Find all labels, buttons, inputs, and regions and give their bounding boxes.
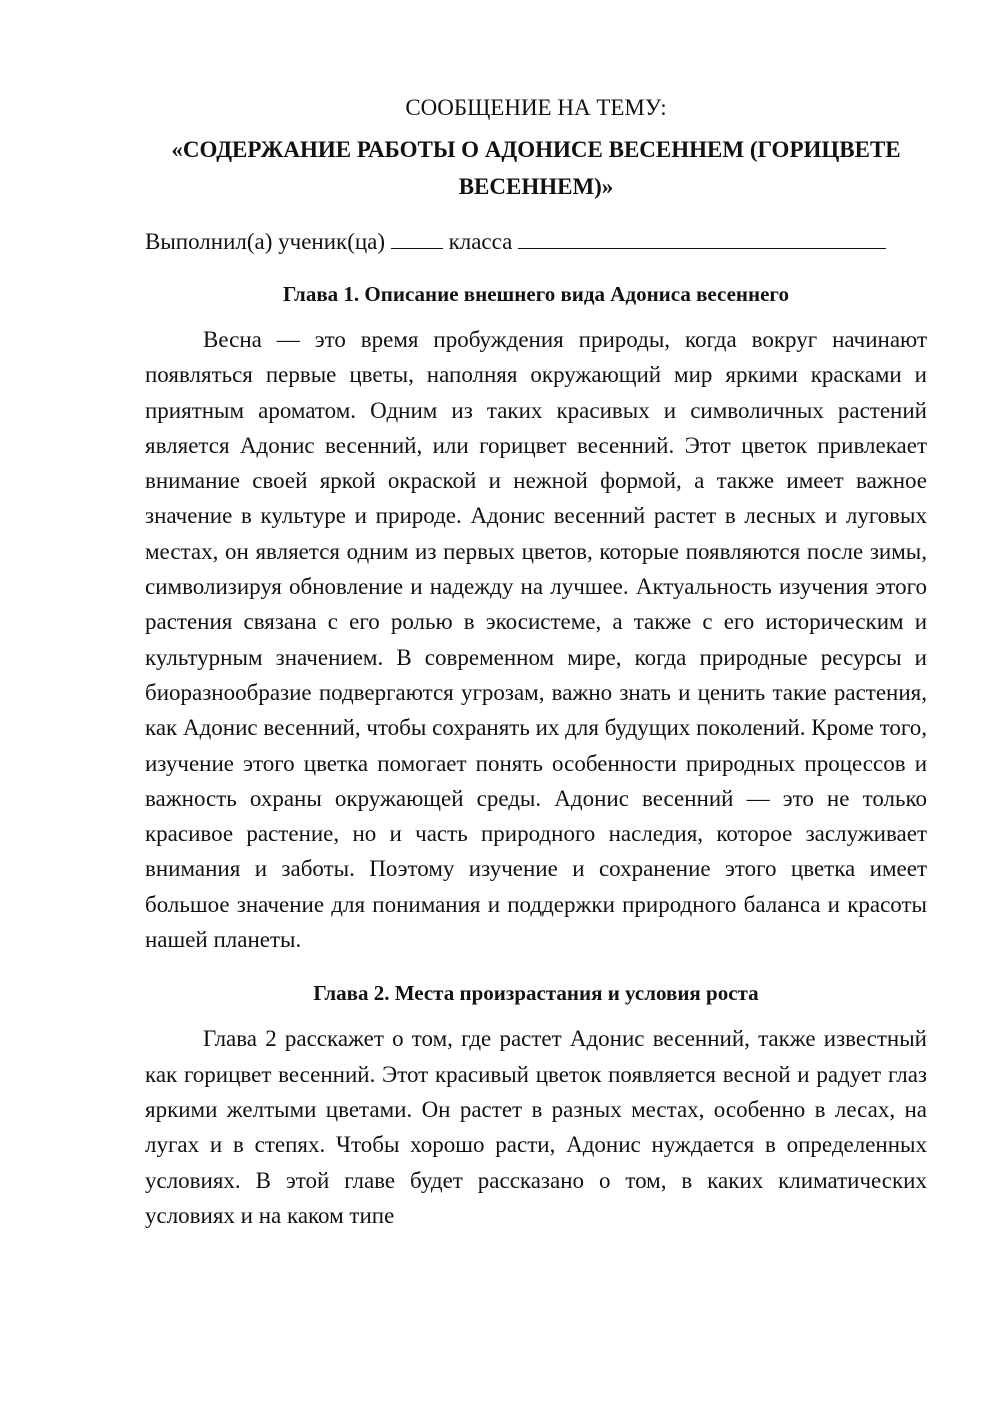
- document-page: [145, 90, 927, 1233]
- author-prefix: Выполнил(а) ученик(ца): [145, 229, 386, 254]
- class-label: класса: [448, 229, 513, 254]
- chapter-1-text: Весна — это время пробуждения природы, когда вокруг начинают появляться первые цветы, наполняя окружающий мир яркими красками и приятным ароматом. Одним из таких красивых и символичных растений является Адонис весенний, или горицвет весенний. Этот цветок привлекает внимание своей яркой окраской и нежной формой, а также имеет важное значение в культуре и природе. Адонис весенний растет в лесных и луговых местах, он является одним из первых цветов, которые появляются после зимы, символизируя обновление и надежду на лучшее. Актуальность изучения этого растения связана с его ролью в экосистеме, а также с его историческим и культурным значением. В современном мире, когда природные ресурсы и биоразнообразие подвергаются угрозам, важно знать и ценить такие растения, как Адонис весенний, чтобы сохранять их для будущих поколений. Кроме того, изучение этого цветка помогает понять особенности природных процессов и важность охраны окружающей среды. Адонис весенний — это не только красивое растение, но и часть природного наследия, которое заслуживает внимания и заботы. Поэтому изучение и сохранение этого цветка имеет большое значение для понимания и поддержки природного баланса и красоты нашей планеты.: [145, 327, 927, 953]
- student-name-blank: [518, 228, 886, 249]
- document-title-line: СООБЩЕНИЕ НА ТЕМУ:: [405, 95, 667, 120]
- class-number-blank: [391, 228, 443, 249]
- chapter-2-text: Глава 2 расскажет о том, где растет Адонис весенний, также известный как горицвет весенний. Этот красивый цветок появляется весной и радует глаз яркими желтыми цветами. Он растет в разных местах, особенно в лесах, на лугах и в степях. Чтобы хорошо расти, Адонис нуждается в определенных условиях. В этой главе будет рассказано о том, в каких климатических условиях и на каком типе: [145, 1026, 927, 1228]
- chapter-1-heading: Глава 1. Описание внешнего вида Адониса весеннего: [283, 282, 789, 306]
- document-subject: «СОДЕРЖАНИЕ РАБОТЫ О АДОНИСЕ ВЕСЕННЕМ (ГОРИЦВЕТЕ ВЕСЕННЕМ)»: [171, 137, 901, 199]
- author-line: [145, 224, 927, 260]
- chapter-2-heading: Глава 2. Места произрастания и условия роста: [313, 981, 759, 1006]
